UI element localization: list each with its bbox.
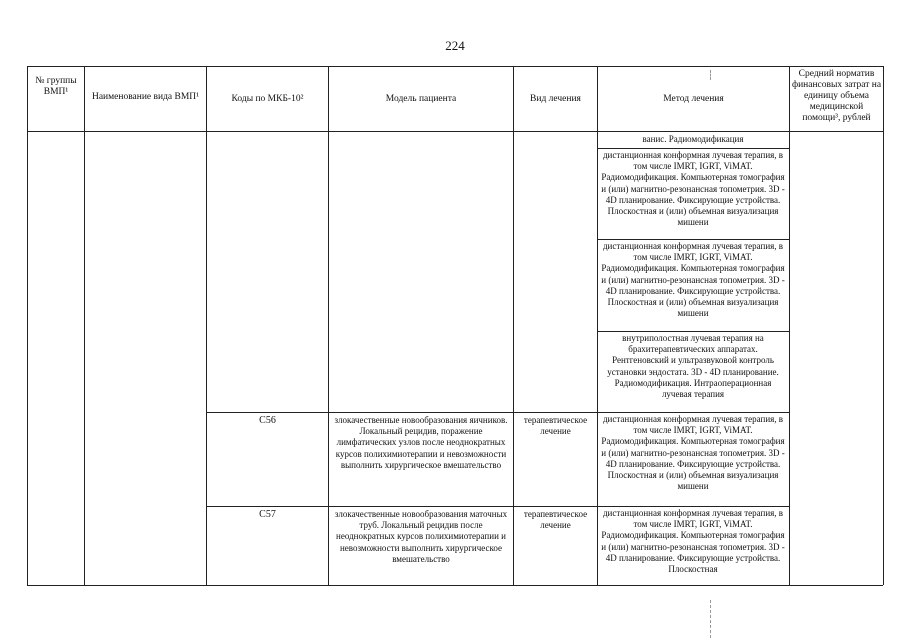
method-divider [597,148,789,149]
header-group-number: № группы ВМП¹ [35,76,77,97]
method-cell: внутриполостная лучевая терапия на брахитерапевтических аппаратах. Рентгеновский и ультразвуковой контроль установки эндостата. 3D - 4D планирование. Радиомодификация. Интраоперационная лучевая терапия [607,333,779,400]
table-bottom-border [27,585,883,586]
page-number: 224 [445,38,465,53]
header-patient-model: Модель пациента [385,94,457,104]
col-border [789,66,790,585]
col-border [84,66,85,585]
header-icd-codes: Коды по МКБ-10² [231,94,304,104]
patient-model-c56: злокачественные новообразования яичников. Локальный рецидив, поражение лимфатических узлов после неоднократных курсов полихимиотерапии и невозможности выполнить хирургическое вмешательство [334,415,508,470]
patient-model-c57: злокачественные новообразования маточных труб. Локальный рецидив после неоднократных курсов полихимиотерапии и невозможности выполнить хирургическое вмешательство [334,509,508,564]
scan-mark [710,600,711,638]
table-top-border [27,66,883,67]
scan-mark [710,70,711,80]
method-divider [597,239,789,240]
col-border [883,66,884,585]
method-cell: дистанционная конформная лучевая терапия, в том числе IMRT, IGRT, ViMAT. Радиомодификация. Компьютерная томография и (или) магнитно-резонансная топометрия. 3D - 4D планирование. Фиксирующие устройства. Плоскостная [601,508,785,575]
header-vmp-name: Наименование вида ВМП¹ [91,92,200,102]
col-border [27,66,28,585]
header-financial-cost: Средний норматив финансовых затрат на единицу объема медицинской помощи³, рублей [791,69,882,123]
col-border [206,66,207,585]
col-border [513,66,514,585]
treatment-type-c57: терапевтическое лечение [523,509,588,531]
icd-code-c56: C56 [259,415,276,426]
col-border [597,66,598,585]
icd-code-c57: C57 [259,509,276,520]
method-cell: ванис. Радиомодификация [642,134,744,144]
row-divider-c57 [206,506,789,507]
header-treatment-method: Метод лечения [663,94,724,104]
header-treatment-type: Вид лечения [530,94,581,104]
method-cell: дистанционная конформная лучевая терапия, в том числе IMRT, IGRT, ViMAT. Радиомодификация. Компьютерная томография и (или) магнитно-резонансная топометрия. 3D - 4D планирование. Фиксирующие устройства. Плоскостная и (или) объемная визуализация мишени [601,414,785,492]
row-divider-c56 [206,412,789,413]
treatment-type-c56: терапевтическое лечение [523,415,588,437]
header-bottom-border [27,131,883,132]
method-cell: дистанционная конформная лучевая терапия, в том числе IMRT, IGRT, ViMAT. Радиомодификация. Компьютерная томография и (или) магнитно-резонансная топометрия. 3D - 4D планирование. Фиксирующие устройства. Плоскостная и (или) объемная визуализация мишени [601,241,785,319]
method-cell: дистанционная конформная лучевая терапия, в том числе IMRT, IGRT, ViMAT. Радиомодификация. Компьютерная томография и (или) магнитно-резонансная топометрия. 3D - 4D планирование. Фиксирующие устройства. Плоскостная и (или) объемная визуализация мишени [601,150,785,228]
method-divider [597,331,789,332]
col-border [328,66,329,585]
